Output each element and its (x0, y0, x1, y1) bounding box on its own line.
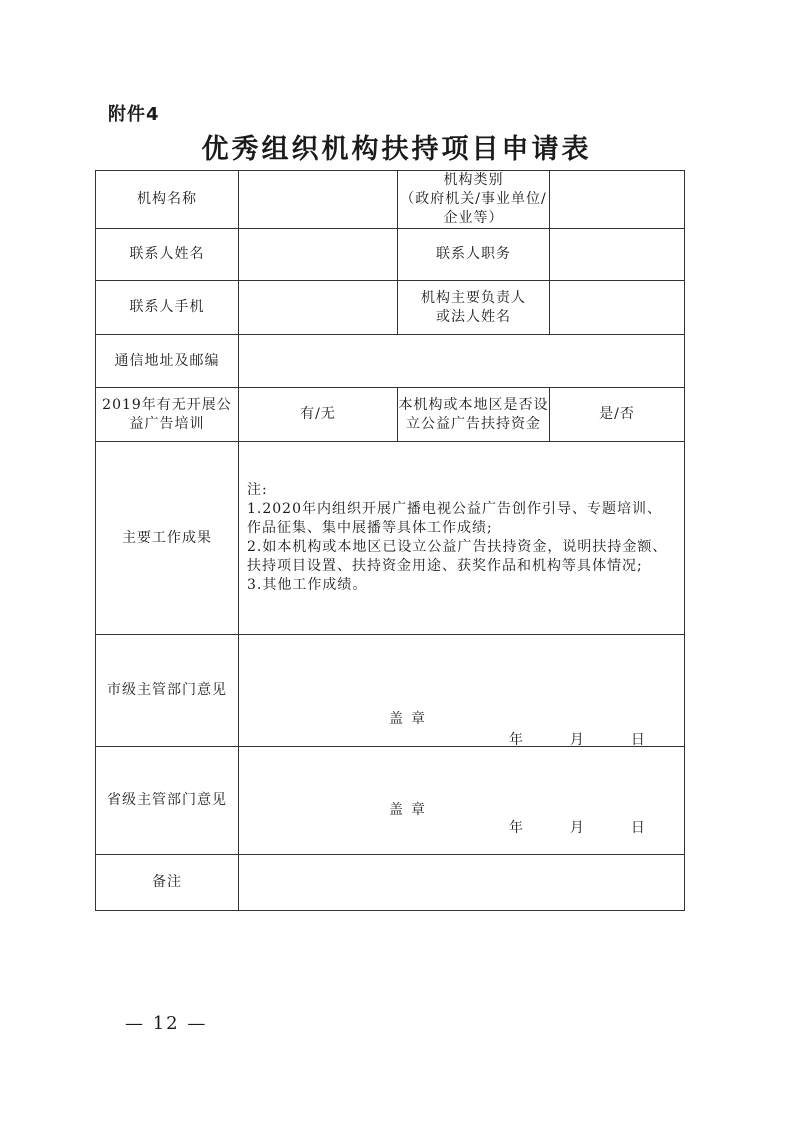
row-training-fund (96, 388, 685, 442)
row-province-opinion (96, 747, 685, 855)
achievements-note-0: 注: (247, 482, 268, 498)
achievements-note-2: 2.如本机构或本地区已设立公益广告扶持资金，说明扶持金额、扶持项目设置、扶持资金用途、获奖作品和机构等具体情况; (247, 539, 668, 574)
contact-name-field[interactable] (239, 229, 398, 281)
row-address (96, 335, 685, 388)
row-contact-name (96, 229, 685, 281)
contact-phone-field[interactable] (239, 281, 398, 335)
fund-label: 本机构或本地区是否设立公益广告扶持资金 (398, 388, 550, 442)
fund-value[interactable]: 是/否 (550, 388, 685, 442)
achievements-label: 主要工作成果 (96, 442, 239, 635)
training-label: 2019年有无开展公益广告培训 (96, 388, 239, 442)
org-type-field[interactable] (550, 171, 685, 229)
city-opinion-label: 市级主管部门意见 (96, 635, 239, 747)
attachment-label: 附件4 (108, 104, 160, 125)
principal-name-field[interactable] (550, 281, 685, 335)
page-number: — 12 — (125, 1013, 208, 1034)
row-achievements (96, 442, 685, 635)
row-contact-phone (96, 281, 685, 335)
address-field[interactable] (239, 335, 685, 388)
principal-name-label: 机构主要负责人 或法人姓名 (398, 281, 550, 335)
contact-position-label: 联系人职务 (398, 229, 550, 281)
city-date-year: 年 (509, 732, 523, 748)
province-date (509, 819, 645, 838)
contact-name-label: 联系人姓名 (96, 229, 239, 281)
city-seal-text: 盖章 (389, 711, 433, 727)
contact-phone-label: 联系人手机 (96, 281, 239, 335)
province-date-year: 年 (509, 820, 523, 836)
city-opinion-field[interactable] (239, 635, 685, 747)
org-name-label: 机构名称 (96, 171, 239, 229)
province-opinion-label: 省级主管部门意见 (96, 747, 239, 855)
org-type-label: 机构类别 （政府机关/事业单位/企业等） (398, 171, 550, 229)
province-seal-text: 盖章 (389, 802, 433, 818)
form-title: 优秀组织机构扶持项目申请表 (201, 134, 592, 165)
remarks-label: 备注 (96, 855, 239, 911)
city-date-day: 日 (630, 732, 645, 748)
achievements-note-1: 1.2020年内组织开展广播电视公益广告创作引导、专题培训、作品征集、集中展播等具体工作成绩; (247, 501, 662, 536)
contact-position-field[interactable] (550, 229, 685, 281)
row-org-name (96, 171, 685, 229)
province-date-day: 日 (630, 820, 645, 836)
training-value[interactable]: 有/无 (239, 388, 398, 442)
province-opinion-field[interactable] (239, 747, 685, 855)
row-city-opinion (96, 635, 685, 747)
remarks-field[interactable] (239, 855, 685, 911)
address-label: 通信地址及邮编 (96, 335, 239, 388)
row-remarks (96, 855, 685, 911)
achievements-field[interactable] (239, 442, 685, 635)
application-form-table (95, 170, 685, 911)
province-date-month: 月 (569, 820, 584, 836)
org-name-field[interactable] (239, 171, 398, 229)
city-date-month: 月 (569, 732, 584, 748)
achievements-note-3: 3.其他工作成绩。 (247, 577, 368, 593)
